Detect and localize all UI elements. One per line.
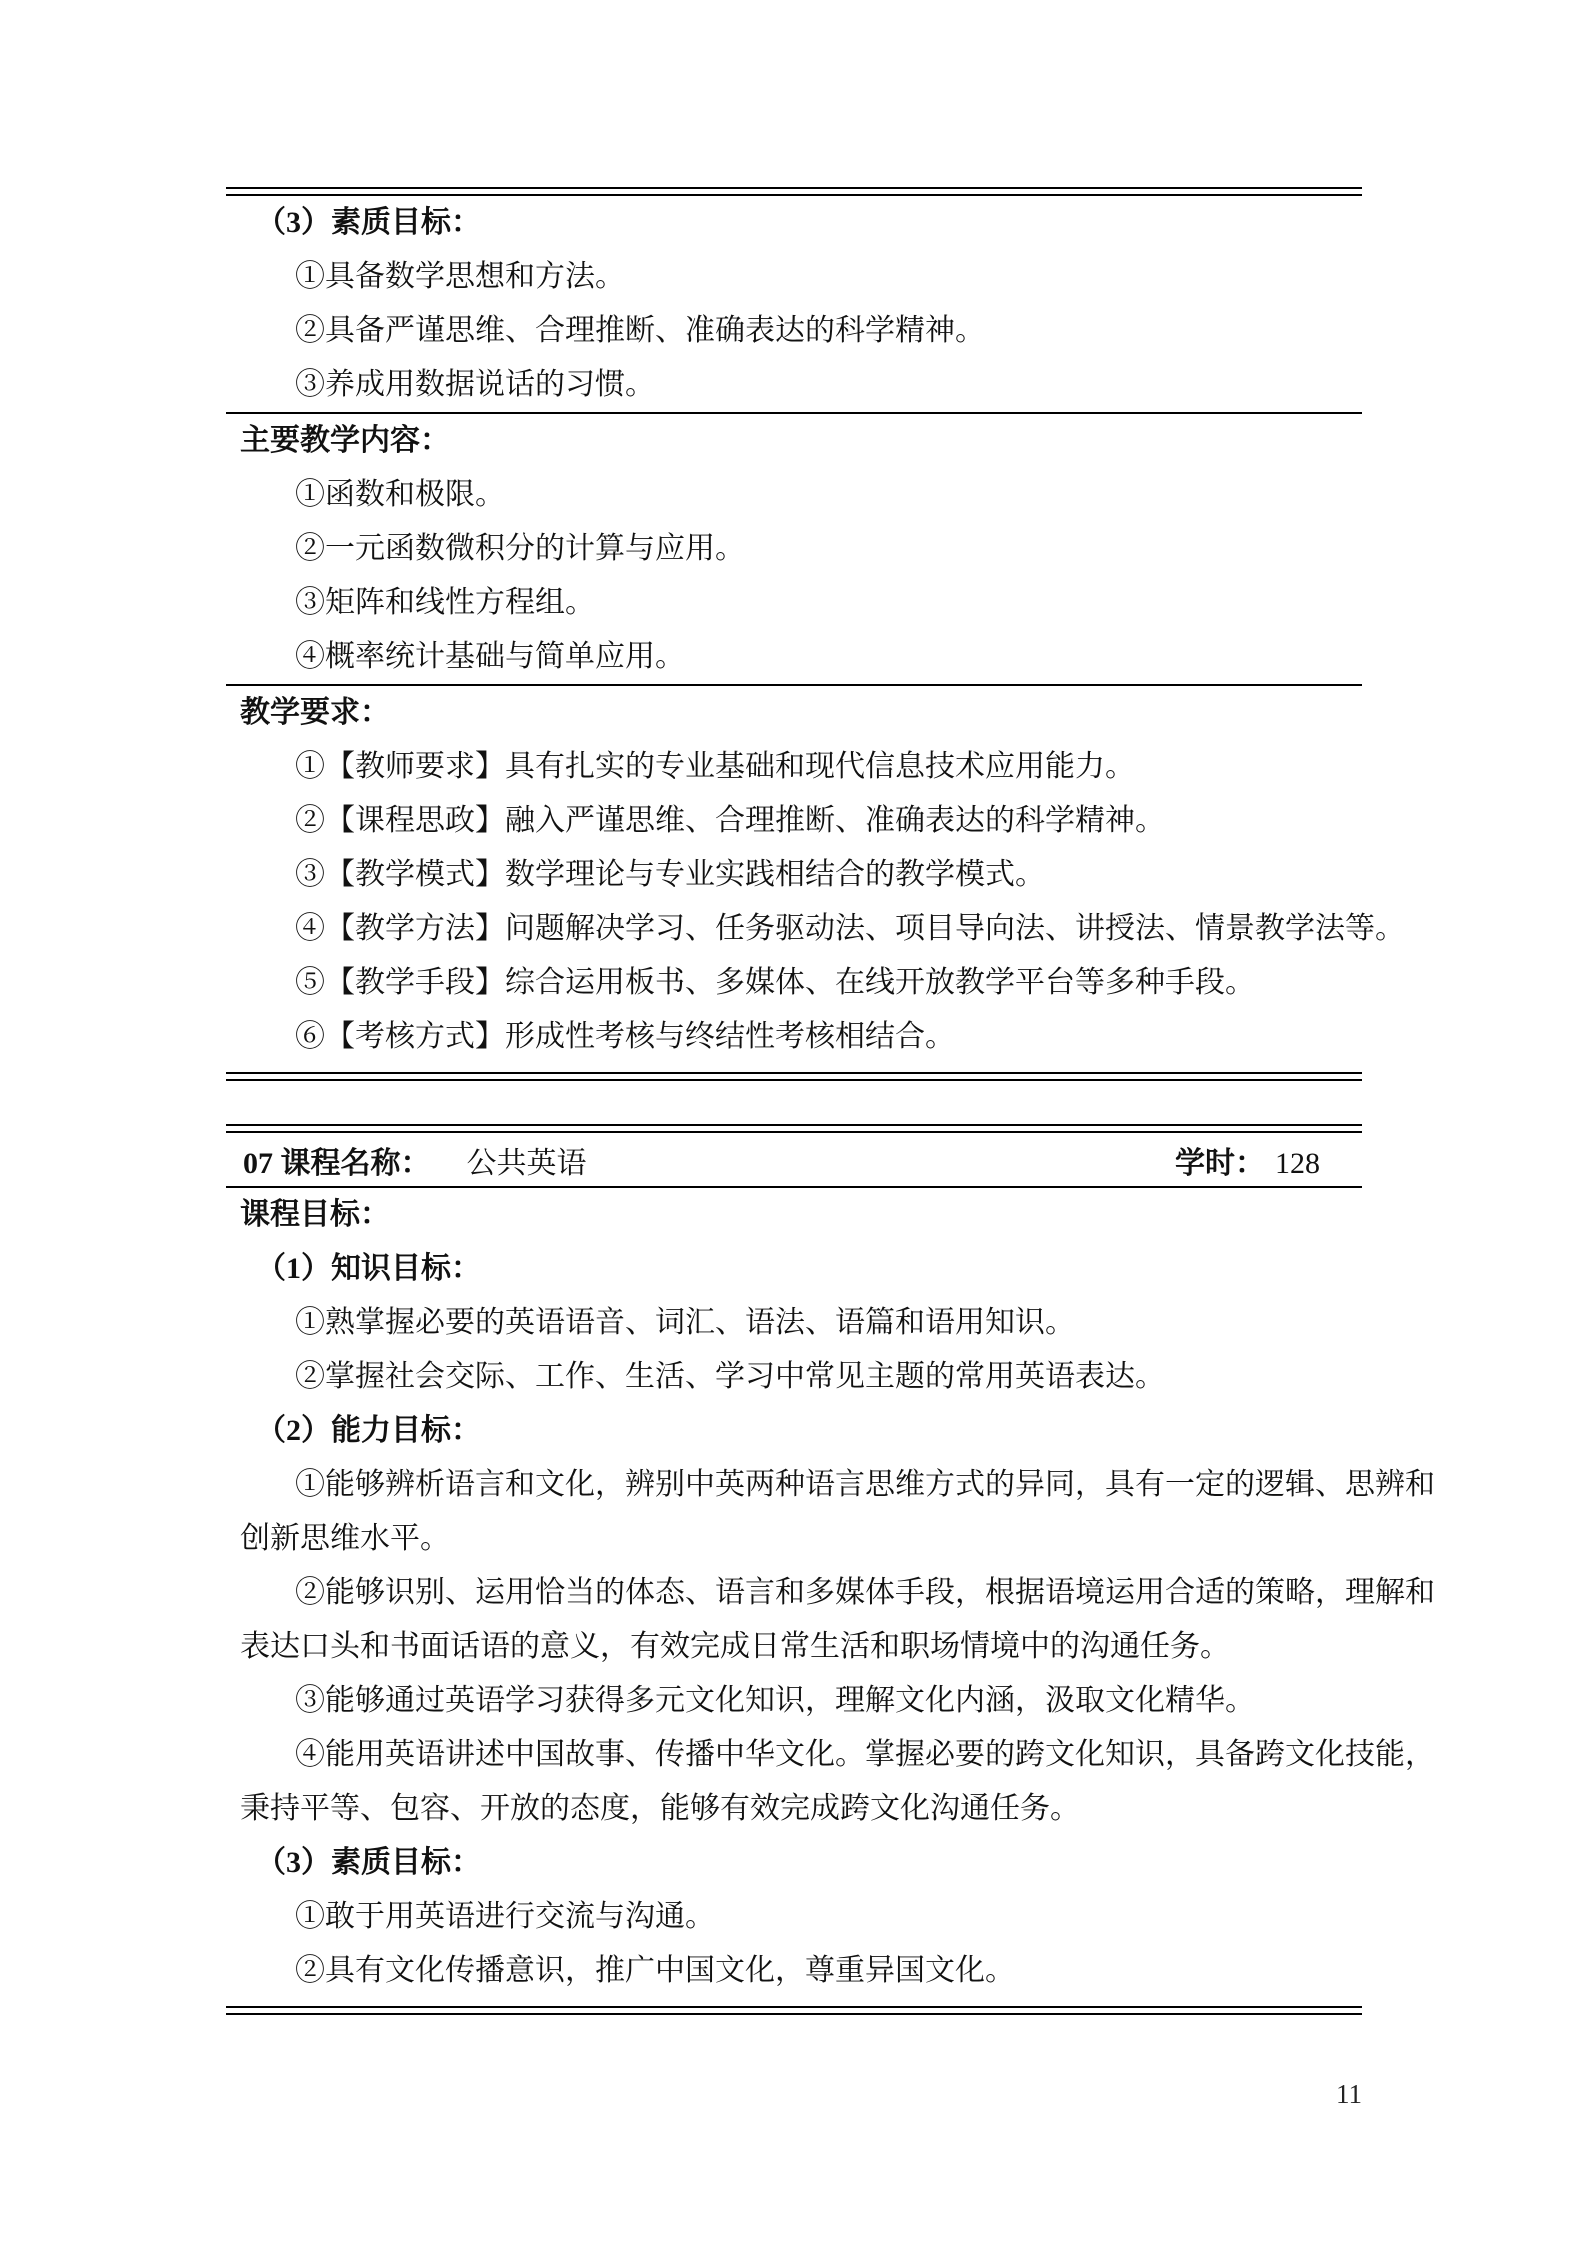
objective-line: ①熟掌握必要的英语语音、词汇、语法、语篇和语用知识。 bbox=[295, 1306, 1075, 1339]
divider-double-bottom bbox=[226, 2006, 1362, 2015]
course-hours-group bbox=[1175, 1138, 1320, 1182]
requirement-line: ④【教学方法】问题解决学习、任务驱动法、项目导向法、讲授法、情景教学法等。 bbox=[295, 912, 1405, 945]
course-header-row bbox=[226, 1133, 1362, 1188]
hours-value: 128 bbox=[1275, 1146, 1320, 1180]
objective-line-continuation: 创新思维水平。 bbox=[240, 1522, 450, 1555]
section-heading-quality-goal: （3）素质目标： bbox=[256, 1846, 481, 1879]
section-heading-quality-goal: （3）素质目标： bbox=[256, 206, 481, 239]
requirement-line: ②【课程思政】融入严谨思维、合理推断、准确表达的科学精神。 bbox=[295, 804, 1165, 837]
course-table-english bbox=[226, 1124, 1435, 2015]
objective-line: ②掌握社会交际、工作、生活、学习中常见主题的常用英语表达。 bbox=[295, 1360, 1165, 1393]
objective-line: ①具备数学思想和方法。 bbox=[295, 260, 625, 293]
objective-line: ③养成用数据说话的习惯。 bbox=[295, 368, 655, 401]
course-name: 公共英语 bbox=[466, 1146, 587, 1180]
section-heading-ability-goal: （2）能力目标： bbox=[256, 1414, 481, 1447]
course-title-group bbox=[243, 1138, 587, 1182]
content-line: ③矩阵和线性方程组。 bbox=[295, 586, 595, 619]
section-heading-course-goal: 课程目标： bbox=[240, 1198, 390, 1231]
page-number: 11 bbox=[1336, 2079, 1362, 2109]
objective-line-continuation: 秉持平等、包容、开放的态度，能够有效完成跨文化沟通任务。 bbox=[240, 1792, 1080, 1825]
divider-double-top bbox=[226, 1124, 1362, 1133]
spacer bbox=[226, 1998, 1362, 2006]
section-heading-teaching-requirements: 教学要求： bbox=[240, 696, 390, 729]
objective-line: ②具有文化传播意识，推广中国文化，尊重异国文化。 bbox=[295, 1954, 1015, 1987]
requirement-line: ⑤【教学手段】综合运用板书、多媒体、在线开放教学平台等多种手段。 bbox=[295, 966, 1255, 999]
divider-double-top bbox=[226, 187, 1362, 196]
section-heading-knowledge-goal: （1）知识目标： bbox=[256, 1252, 481, 1285]
spacer bbox=[226, 1064, 1362, 1072]
divider-double-bottom bbox=[226, 1072, 1362, 1081]
objective-line: ③能够通过英语学习获得多元文化知识，理解文化内涵，汲取文化精华。 bbox=[295, 1684, 1255, 1717]
section-heading-teaching-content: 主要教学内容： bbox=[240, 424, 450, 457]
objective-line: ①能够辨析语言和文化，辨别中英两种语言思维方式的异同，具有一定的逻辑、思辨和 bbox=[295, 1468, 1435, 1501]
course-table-math bbox=[226, 187, 1405, 1081]
requirement-line: ①【教师要求】具有扎实的专业基础和现代信息技术应用能力。 bbox=[295, 750, 1135, 783]
objective-line: ②具备严谨思维、合理推断、准确表达的科学精神。 bbox=[295, 314, 985, 347]
content-line: ①函数和极限。 bbox=[295, 478, 505, 511]
objective-line-continuation: 表达口头和书面话语的意义，有效完成日常生活和职场情境中的沟通任务。 bbox=[240, 1630, 1230, 1663]
hours-label: 学时： bbox=[1175, 1146, 1265, 1180]
objective-line: ②能够识别、运用恰当的体态、语言和多媒体手段，根据语境运用合适的策略，理解和 bbox=[295, 1576, 1435, 1609]
course-no-label: 07 课程名称： bbox=[243, 1146, 431, 1180]
requirement-line: ⑥【考核方式】形成性考核与终结性考核相结合。 bbox=[295, 1020, 955, 1053]
content-line: ④概率统计基础与简单应用。 bbox=[295, 640, 685, 673]
requirement-line: ③【教学模式】数学理论与专业实践相结合的教学模式。 bbox=[295, 858, 1045, 891]
objective-line: ①敢于用英语进行交流与沟通。 bbox=[295, 1900, 715, 1933]
content-line: ②一元函数微积分的计算与应用。 bbox=[295, 532, 745, 565]
objective-line: ④能用英语讲述中国故事、传播中华文化。掌握必要的跨文化知识，具备跨文化技能， bbox=[295, 1738, 1435, 1771]
